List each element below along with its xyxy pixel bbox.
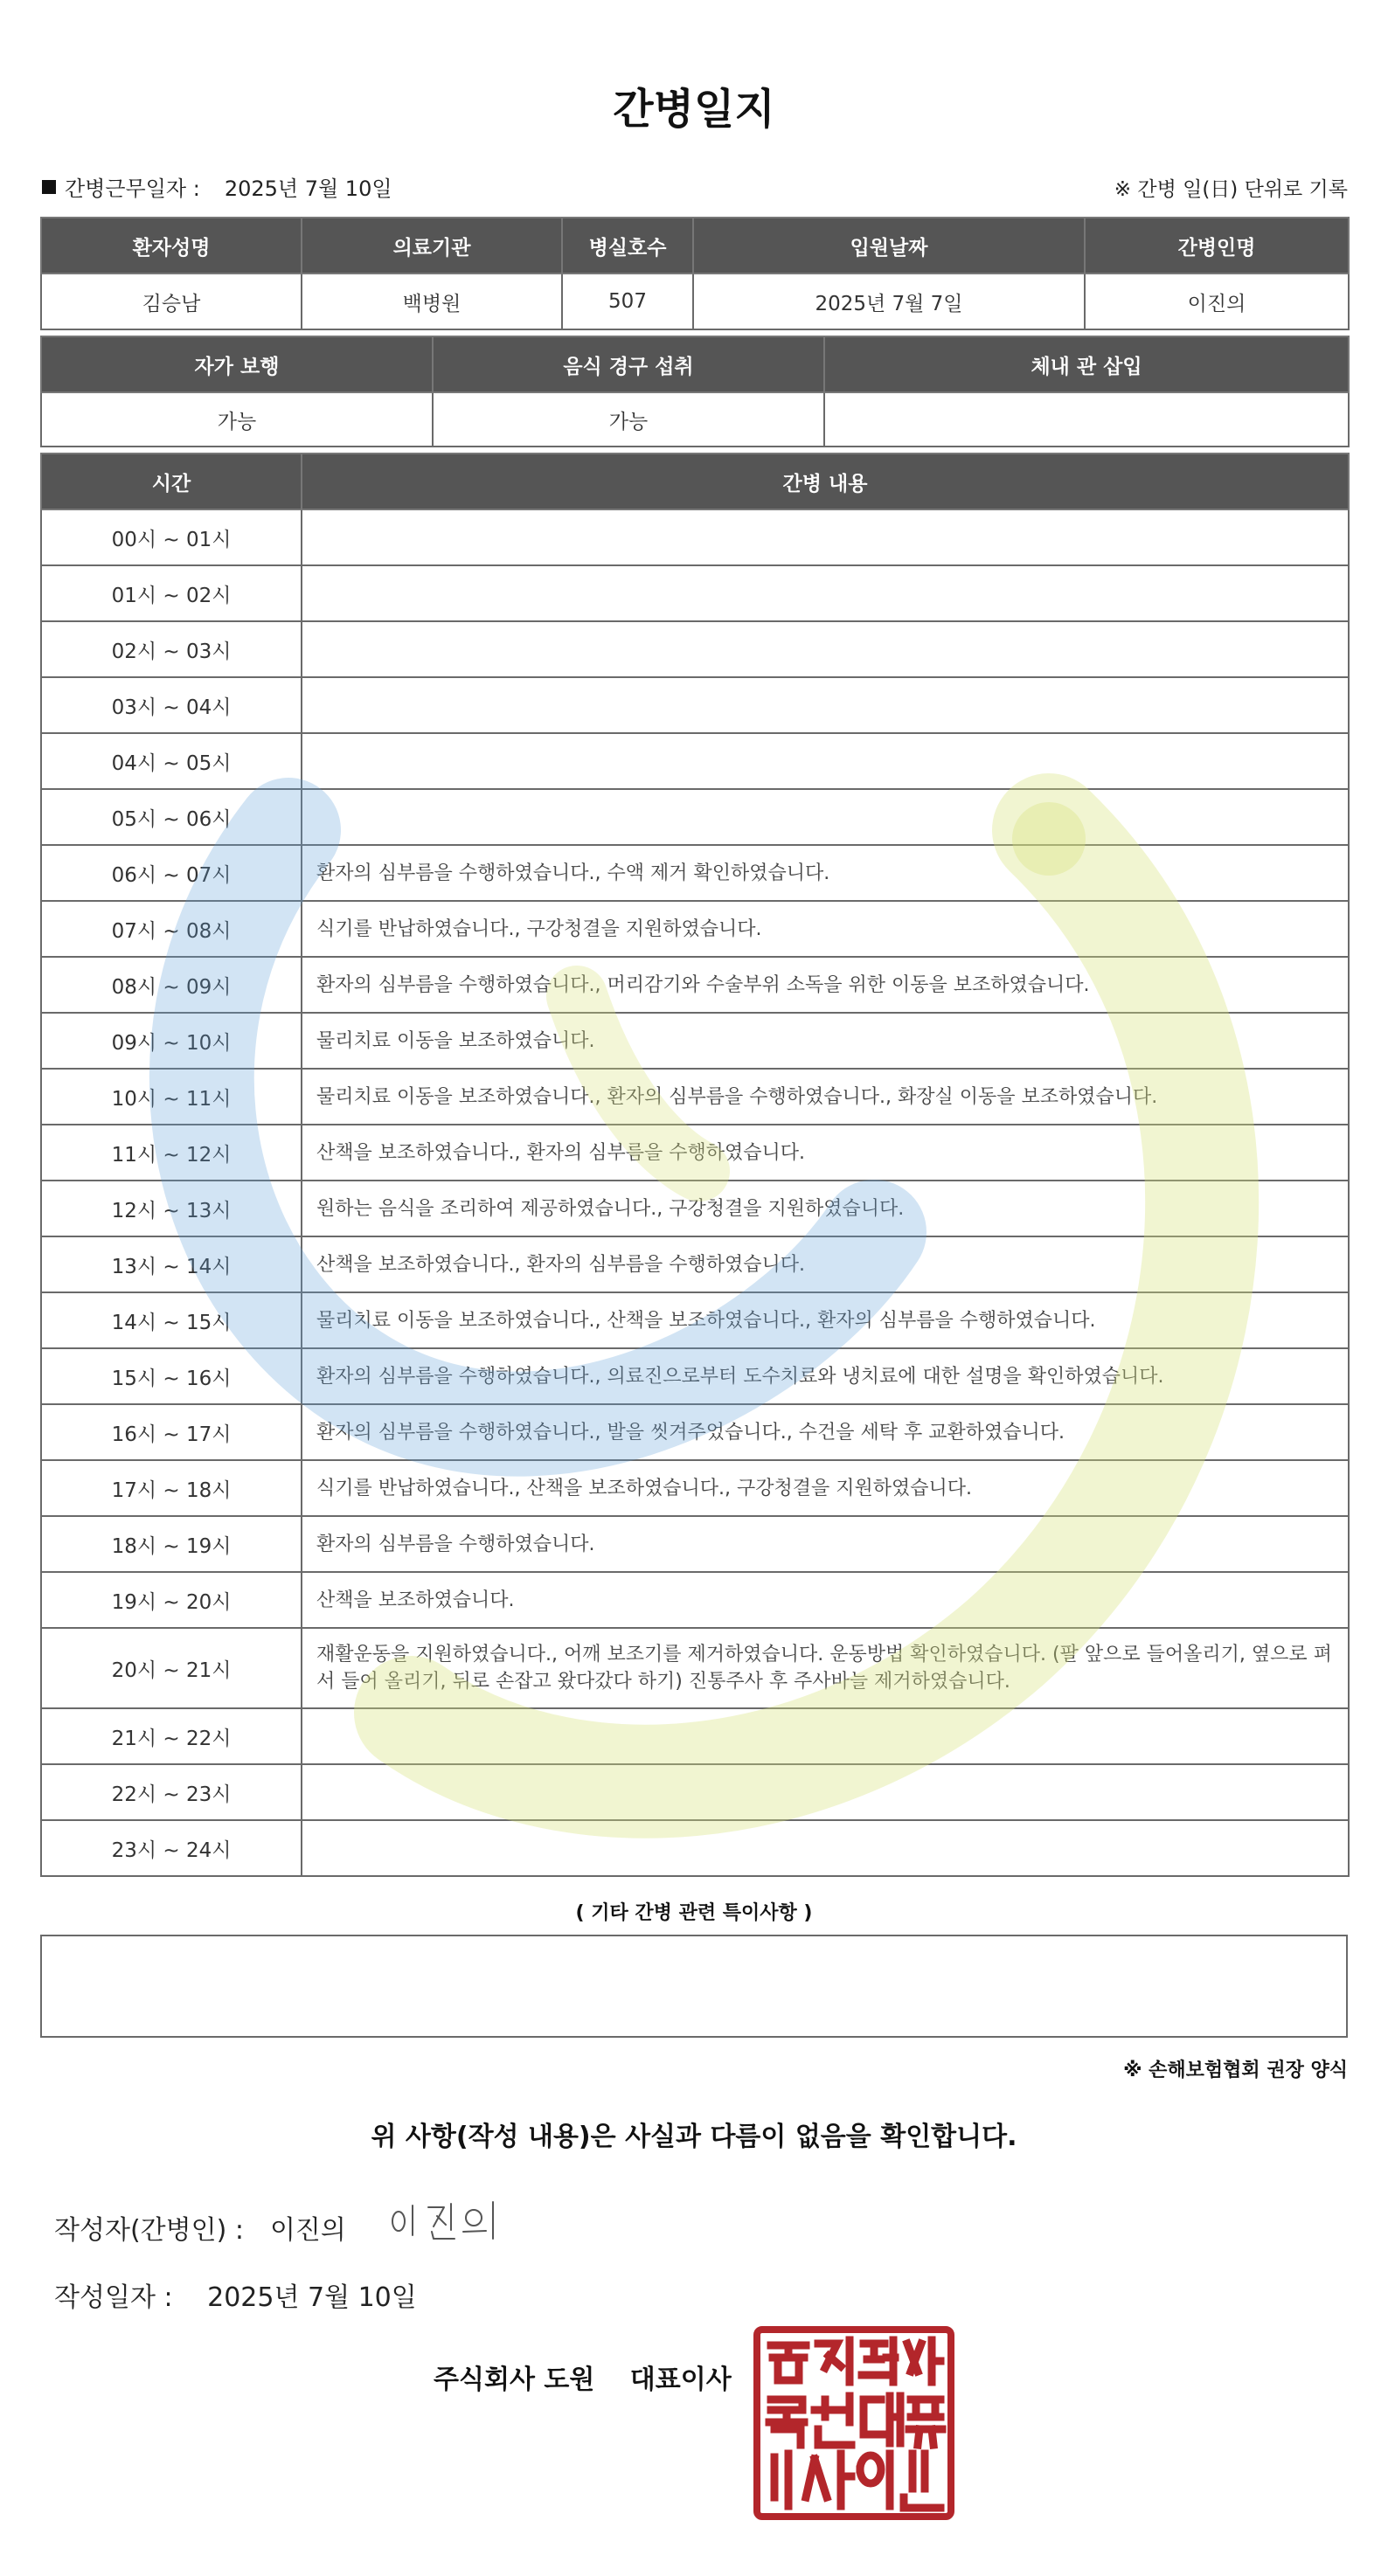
care-log-time: 05시 ~ 06시 xyxy=(41,789,302,845)
patient-info-value-row xyxy=(41,274,1349,329)
write-date-row xyxy=(54,2275,417,2314)
header-tube-insertion: 체내 관 삽입 xyxy=(824,336,1349,392)
care-log-row xyxy=(41,509,1349,565)
care-log-time: 01시 ~ 02시 xyxy=(41,565,302,621)
care-log-row xyxy=(41,901,1349,957)
care-log-row xyxy=(41,565,1349,621)
care-log-row xyxy=(41,957,1349,1013)
care-log-content: 원하는 음식을 조리하여 제공하였습니다., 구강청결을 지원하였습니다. xyxy=(302,1181,1349,1236)
care-log-row xyxy=(41,1820,1349,1876)
work-date-value: 2025년 7월 10일 xyxy=(224,177,392,201)
care-log-time: 04시 ~ 05시 xyxy=(41,733,302,789)
patient-name-value: 김승남 xyxy=(41,274,302,329)
care-log-time: 13시 ~ 14시 xyxy=(41,1236,302,1292)
care-log-header-row xyxy=(41,454,1349,509)
company-seal-stamp xyxy=(753,2326,954,2520)
care-log-time: 21시 ~ 22시 xyxy=(41,1708,302,1764)
care-log-content xyxy=(302,677,1349,733)
care-log-content: 산책을 보조하였습니다., 환자의 심부름을 수행하였습니다. xyxy=(302,1236,1349,1292)
care-log-content xyxy=(302,565,1349,621)
care-log-row xyxy=(41,621,1349,677)
care-log-content: 식기를 반납하였습니다., 산책을 보조하였습니다., 구강청결을 지원하였습니다. xyxy=(302,1460,1349,1516)
care-log-content xyxy=(302,1820,1349,1876)
care-log-time: 23시 ~ 24시 xyxy=(41,1820,302,1876)
confirmation-statement: 위 사항(작성 내용)은 사실과 다름이 없음을 확인합니다. xyxy=(371,2122,1017,2152)
care-log-time: 07시 ~ 08시 xyxy=(41,901,302,957)
care-log-row xyxy=(41,1013,1349,1069)
hospital-value: 백병원 xyxy=(302,274,562,329)
write-date-value: 2025년 7월 10일 xyxy=(207,2282,417,2313)
patient-info-header-row xyxy=(41,218,1349,274)
care-log-time: 16시 ~ 17시 xyxy=(41,1404,302,1460)
patient-info-table xyxy=(40,217,1350,330)
writer-name: 이진의 xyxy=(269,2215,346,2246)
care-log-row xyxy=(41,733,1349,789)
header-room-number: 병실호수 xyxy=(562,218,693,274)
care-log-time: 03시 ~ 04시 xyxy=(41,677,302,733)
care-log-time: 22시 ~ 23시 xyxy=(41,1764,302,1820)
care-log-time: 10시 ~ 11시 xyxy=(41,1069,302,1125)
header-patient-name: 환자성명 xyxy=(41,218,302,274)
care-log-content: 산책을 보조하였습니다. xyxy=(302,1572,1349,1628)
header-admission-date: 입원날짜 xyxy=(693,218,1085,274)
header-time: 시간 xyxy=(41,454,302,509)
care-log-content: 환자의 심부름을 수행하였습니다., 수액 제거 확인하였습니다. xyxy=(302,845,1349,901)
care-log-row xyxy=(41,1181,1349,1236)
care-log-time: 19시 ~ 20시 xyxy=(41,1572,302,1628)
care-log-content: 물리치료 이동을 보조하였습니다. xyxy=(302,1013,1349,1069)
care-log-content: 환자의 심부름을 수행하였습니다., 머리감기와 수술부위 소독을 위한 이동을 보조하였습니다. xyxy=(302,957,1349,1013)
handwritten-signature xyxy=(383,2195,514,2247)
company-name: 주식회사 도원 xyxy=(434,2365,595,2395)
header-oral-intake: 음식 경구 섭취 xyxy=(433,336,824,392)
care-log-content: 식기를 반납하였습니다., 구강청결을 지원하였습니다. xyxy=(302,901,1349,957)
care-log-time: 11시 ~ 12시 xyxy=(41,1125,302,1181)
care-log-row xyxy=(41,1404,1349,1460)
care-log-row xyxy=(41,1516,1349,1572)
company-row xyxy=(434,2358,732,2396)
care-log-row xyxy=(41,1460,1349,1516)
care-log-content xyxy=(302,621,1349,677)
care-log-row xyxy=(41,1708,1349,1764)
unit-note: ※ 간병 일(日) 단위로 기록 xyxy=(1114,178,1348,201)
work-date-row xyxy=(42,171,392,202)
care-log-content: 물리치료 이동을 보조하였습니다., 산책을 보조하였습니다., 환자의 심부름을 수행하였습니다. xyxy=(302,1292,1349,1348)
care-log-body xyxy=(41,509,1349,1876)
care-log-time: 00시 ~ 01시 xyxy=(41,509,302,565)
write-date-label: 작성일자 : xyxy=(54,2282,173,2313)
header-self-walking: 자가 보행 xyxy=(41,336,433,392)
care-log-row xyxy=(41,1236,1349,1292)
care-log-time: 08시 ~ 09시 xyxy=(41,957,302,1013)
ceo-title: 대표이사 xyxy=(629,2365,732,2395)
care-log-row xyxy=(41,1628,1349,1708)
care-log-content xyxy=(302,1708,1349,1764)
care-log-time: 17시 ~ 18시 xyxy=(41,1460,302,1516)
care-log-content: 환자의 심부름을 수행하였습니다., 의료진으로부터 도수치료와 냉치료에 대한 설명을 확인하였습니다. xyxy=(302,1348,1349,1404)
care-log-row xyxy=(41,1069,1349,1125)
care-log-content: 산책을 보조하였습니다., 환자의 심부름을 수행하였습니다. xyxy=(302,1125,1349,1181)
care-log-row xyxy=(41,789,1349,845)
care-log-row xyxy=(41,1572,1349,1628)
care-log-row xyxy=(41,1125,1349,1181)
care-log-time: 09시 ~ 10시 xyxy=(41,1013,302,1069)
care-log-time: 20시 ~ 21시 xyxy=(41,1628,302,1708)
document-title: 간병일지 xyxy=(613,85,775,134)
patient-status-table xyxy=(40,336,1350,447)
oral-intake-value: 가능 xyxy=(433,392,824,447)
writer-row xyxy=(54,2207,514,2247)
care-log-content: 환자의 심부름을 수행하였습니다., 발을 씻겨주었습니다., 수건을 세탁 후 교환하였습니다. xyxy=(302,1404,1349,1460)
special-notes-title: ( 기타 간병 관련 특이사항 ) xyxy=(575,1902,813,1924)
care-log-content: 환자의 심부름을 수행하였습니다. xyxy=(302,1516,1349,1572)
care-log-time: 15시 ~ 16시 xyxy=(41,1348,302,1404)
square-bullet-icon xyxy=(42,180,56,194)
care-log-time: 14시 ~ 15시 xyxy=(41,1292,302,1348)
form-source-note: ※ 손해보험협회 권장 양식 xyxy=(1123,2060,1348,2081)
care-log-time: 06시 ~ 07시 xyxy=(41,845,302,901)
special-notes-box xyxy=(40,1935,1348,2038)
care-log-row xyxy=(41,1348,1349,1404)
care-log-content: 물리치료 이동을 보조하였습니다., 환자의 심부름을 수행하였습니다., 화장실 이동을 보조하였습니다. xyxy=(302,1069,1349,1125)
care-log-row xyxy=(41,677,1349,733)
care-log-row xyxy=(41,1292,1349,1348)
care-log-content xyxy=(302,509,1349,565)
writer-label: 작성자(간병인) : xyxy=(54,2215,244,2246)
care-log-time: 02시 ~ 03시 xyxy=(41,621,302,677)
admission-date-value: 2025년 7월 7일 xyxy=(693,274,1085,329)
care-log-table xyxy=(40,453,1350,1877)
care-log-row xyxy=(41,845,1349,901)
care-log-row xyxy=(41,1764,1349,1820)
header-care-content: 간병 내용 xyxy=(302,454,1349,509)
care-log-content xyxy=(302,1764,1349,1820)
care-log-content xyxy=(302,789,1349,845)
room-number-value: 507 xyxy=(562,274,693,329)
status-header-row xyxy=(41,336,1349,392)
care-log-time: 18시 ~ 19시 xyxy=(41,1516,302,1572)
header-caregiver-name: 간병인명 xyxy=(1085,218,1349,274)
status-value-row xyxy=(41,392,1349,447)
caregiver-name-value: 이진의 xyxy=(1085,274,1349,329)
work-date-label: 간병근무일자 : xyxy=(65,177,200,201)
care-log-content xyxy=(302,733,1349,789)
care-log-time: 12시 ~ 13시 xyxy=(41,1181,302,1236)
header-hospital: 의료기관 xyxy=(302,218,562,274)
care-log-content: 재활운동을 지원하였습니다., 어깨 보조기를 제거하였습니다. 운동방법 확인하였습니다. (팔 앞으로 들어올리기, 옆으로 펴서 들어 올리기, 뒤로 손잡고 왔다갔다 하기) 진통주사 후 주사바늘 제거하였습니다. xyxy=(302,1628,1349,1708)
self-walking-value: 가능 xyxy=(41,392,433,447)
tube-insertion-value xyxy=(824,392,1349,447)
